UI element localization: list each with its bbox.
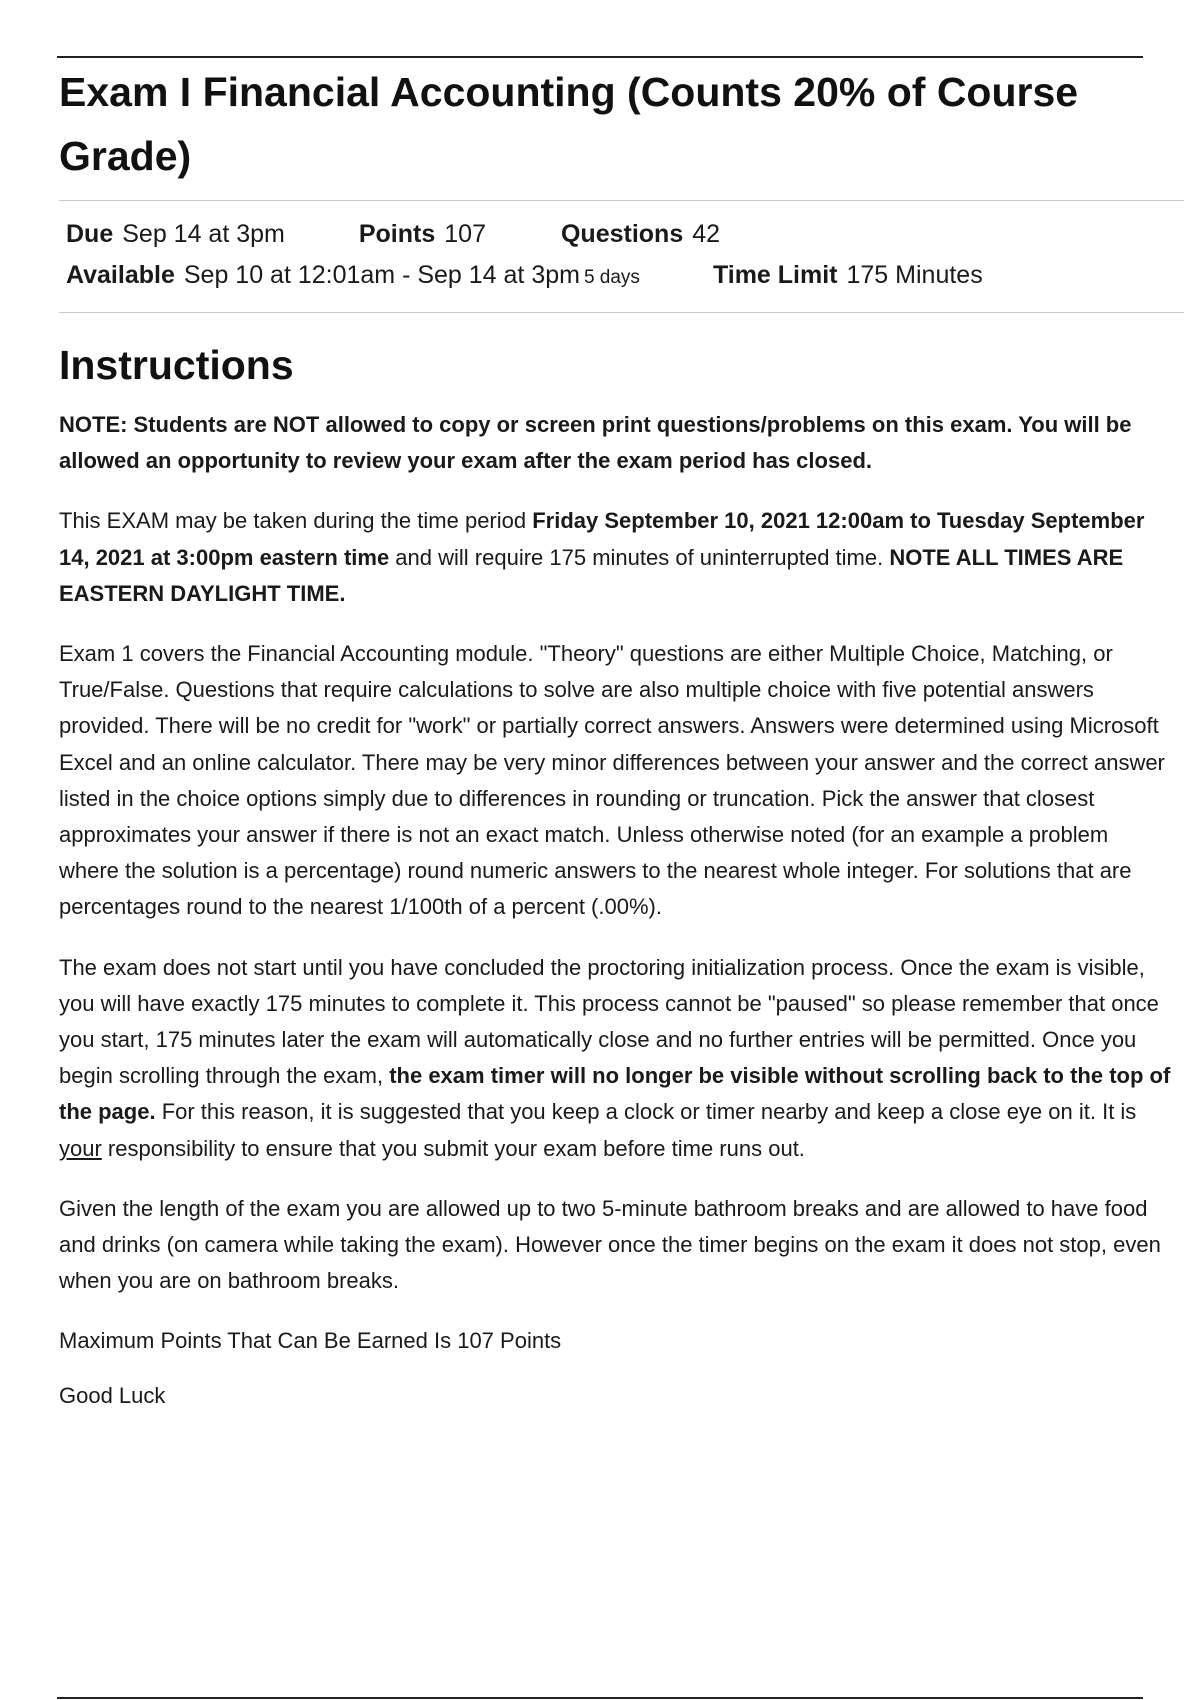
exam-period-paragraph	[59, 503, 1174, 612]
available-duration: 5 days	[583, 267, 640, 288]
due-date	[66, 214, 285, 255]
max-points-line: Maximum Points That Can Be Earned Is 107 Points	[59, 1328, 562, 1354]
period-text-1: This EXAM may be taken during the time period	[59, 508, 533, 534]
timezone-note: NOTE ALL TIMES ARE EASTERN DAYLIGHT TIME.	[59, 544, 1124, 606]
timer-paragraph	[59, 950, 1174, 1167]
your-emphasis: your	[59, 1135, 102, 1161]
timer-text-1: The exam does not start until you have concluded the proctoring initialization process. Once the exam is visible, you will have exactly 175 minutes to complete it. This process cannot be "paused" so please remember that once you start, 175 minutes later the exam will automatically close and no further entries will be permitted. Once you begin scrolling through the exam,	[59, 954, 1159, 1089]
questions-value: 42	[692, 220, 721, 248]
availability	[66, 255, 640, 298]
exam-details	[59, 200, 1184, 313]
top-divider	[57, 56, 1143, 58]
bottom-divider	[57, 1697, 1143, 1699]
coverage-paragraph: Exam 1 covers the Financial Accounting module. "Theory" questions are either Multiple Choice, Matching, or True/False. Questions that require calculations to solve are also multiple choice with five potential answers provided. There will be no credit for "work" or partially correct answers. Answers were determined using Microsoft Excel and an online calculator. There may be very minor differences between your answer and the correct answer listed in the choice options simply due to differences in rounding or truncation. Pick the answer that closest approximates your answer if there is not an exact match. Unless otherwise noted (for an example a problem where the solution is a percentage) round numeric answers to the nearest whole integer. For solutions that are percentages round to the nearest 1/100th of a percent (.00%).	[59, 641, 1165, 920]
page-title: Exam I Financial Accounting (Counts 20% of Course Grade)	[59, 69, 1079, 179]
exam-details-row-1	[66, 214, 1184, 255]
points-label: Points	[358, 220, 436, 248]
exam-page	[59, 60, 1179, 1414]
available-label: Available	[66, 261, 175, 289]
time-limit-label: Time Limit	[712, 261, 838, 289]
timer-text-2: For this reason, it is suggested that you keep a clock or timer nearby and keep a close eye on it. It is	[155, 1099, 1137, 1125]
closing-line: Good Luck	[59, 1382, 166, 1408]
period-text-2: and will require 175 minutes of uninterrupted time.	[389, 544, 890, 570]
due-label: Due	[66, 220, 114, 248]
timer-warning: the exam timer will no longer be visible without scrolling back to the top of the page.	[59, 1063, 1171, 1125]
questions	[561, 214, 720, 255]
timer-text-3: responsibility to ensure that you submit your exam before time runs out.	[101, 1135, 805, 1161]
time-limit-value: 175 Minutes	[846, 261, 983, 289]
period-dates: Friday September 10, 2021 12:00am to Tuesday September 14, 2021 at 3:00pm eastern time	[59, 508, 1145, 570]
due-value: Sep 14 at 3pm	[122, 220, 285, 248]
points	[359, 214, 486, 255]
instructions-heading: Instructions	[59, 342, 294, 388]
questions-label: Questions	[560, 220, 684, 248]
breaks-paragraph: Given the length of the exam you are allowed up to two 5-minute bathroom breaks and are allowed to have food and drinks (on camera while taking the exam). However once the timer begins on the exam it does not stop, even when you are on bathroom breaks.	[59, 1195, 1161, 1294]
available-value: Sep 10 at 12:01am - Sep 14 at 3pm	[183, 261, 580, 289]
copy-restriction-note: NOTE: Students are NOT allowed to copy or screen print questions/problems on this exam. You will be allowed an opportunity to review your exam after the exam period has closed.	[59, 412, 1132, 474]
points-value: 107	[444, 220, 486, 248]
time-limit	[713, 255, 983, 296]
exam-details-row-2	[66, 255, 1184, 298]
